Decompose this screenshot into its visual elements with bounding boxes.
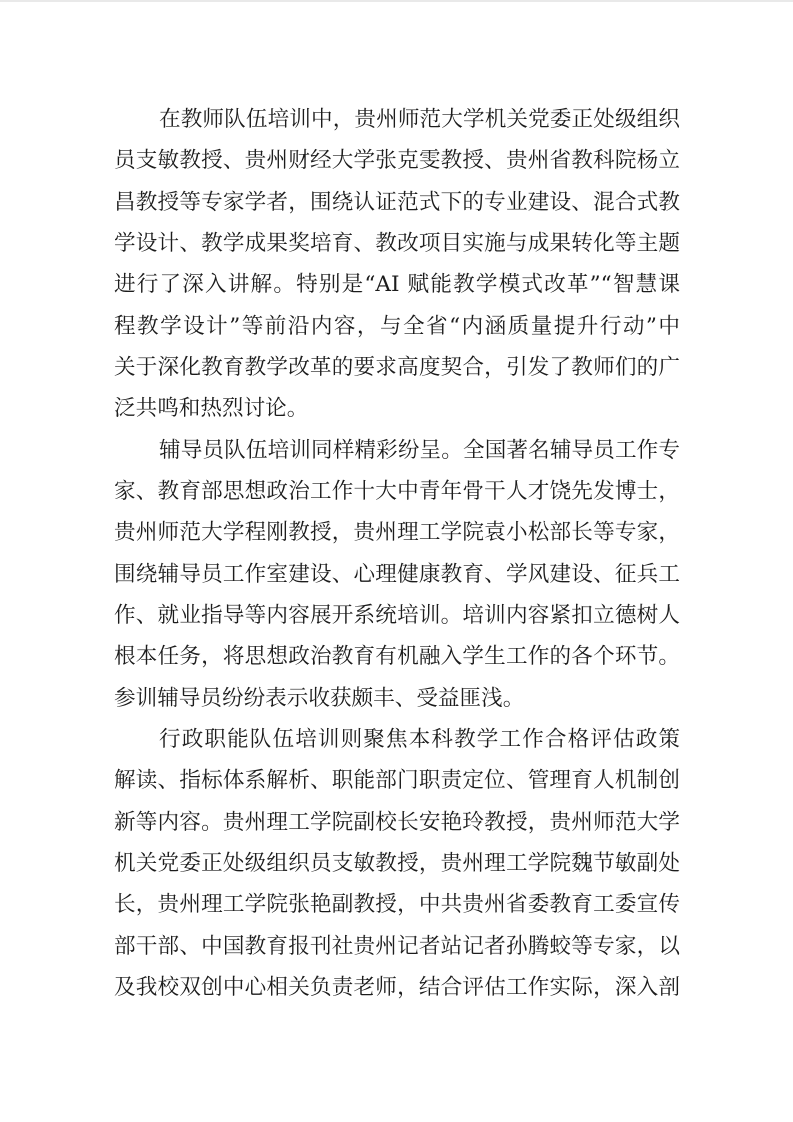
text-line: 及我校双创中心相关负责老师，结合评估工作实际，深入剖 xyxy=(114,974,680,1000)
paragraph xyxy=(114,719,680,1008)
paragraph xyxy=(114,99,680,430)
text-line: 学设计、教学成果奖培育、教改项目实施与成果转化等主题 xyxy=(114,230,680,256)
page-top-edge xyxy=(0,0,793,2)
text-line: 进行了深入讲解。特别是“AI 赋能教学模式改革”“智慧课 xyxy=(114,272,680,298)
text-line: 泛共鸣和热烈讨论。 xyxy=(114,396,309,422)
text-line: 贵州师范大学程刚教授，贵州理工学院袁小松部长等专家， xyxy=(114,520,680,546)
text-line: 机关党委正处级组织员支敏教授，贵州理工学院魏节敏副处 xyxy=(114,850,680,876)
text-line: 关于深化教育教学改革的要求高度契合，引发了教师们的广 xyxy=(114,354,680,380)
text-line: 部干部、中国教育报刊社贵州记者站记者孙腾蛟等专家，以 xyxy=(114,933,680,959)
text-line: 在教师队伍培训中，贵州师范大学机关党委正处级组织 xyxy=(159,107,680,132)
text-line: 程教学设计”等前沿内容，与全省“内涵质量提升行动”中 xyxy=(114,313,680,339)
text-line: 围绕辅导员工作室建设、心理健康教育、学风建设、征兵工 xyxy=(114,561,680,587)
text-line: 辅导员队伍培训同样精彩纷呈。全国著名辅导员工作专 xyxy=(159,437,680,463)
text-line: 根本任务，将思想政治教育有机融入学生工作的各个环节。 xyxy=(114,644,680,670)
text-line: 作、就业指导等内容展开系统培训。培训内容紧扣立德树人 xyxy=(114,602,680,628)
paragraph xyxy=(114,430,680,719)
text-line: 员支敏教授、贵州财经大学张克雯教授、贵州省教科院杨立 xyxy=(114,148,680,174)
text-line: 解读、指标体系解析、职能部门职责定位、管理育人机制创 xyxy=(114,768,680,794)
text-line: 昌教授等专家学者，围绕认证范式下的专业建设、混合式教 xyxy=(114,189,680,215)
text-line: 长，贵州理工学院张艳副教授，中共贵州省委教育工委宣传 xyxy=(114,892,680,918)
text-line: 新等内容。贵州理工学院副校长安艳玲教授，贵州师范大学 xyxy=(114,809,680,835)
document-text-block xyxy=(114,99,680,1008)
text-line: 行政职能队伍培训则聚焦本科教学工作合格评估政策 xyxy=(159,726,680,752)
text-line: 家、教育部思想政治工作十大中青年骨干人才饶先发博士， xyxy=(114,478,680,504)
text-line: 参训辅导员纷纷表示收获颇丰、受益匪浅。 xyxy=(114,685,525,711)
